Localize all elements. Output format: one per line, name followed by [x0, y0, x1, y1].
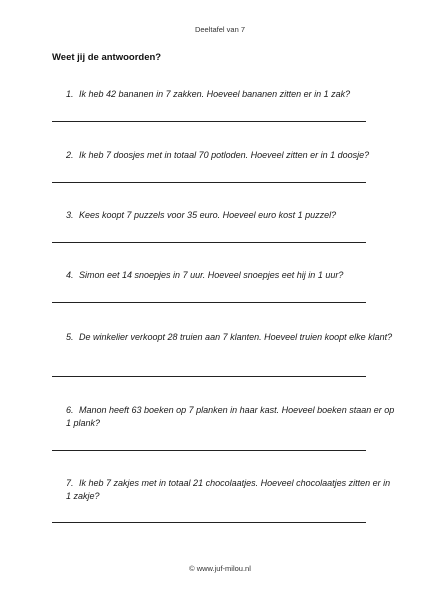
question-number: 7. [66, 478, 74, 488]
question-6 [66, 404, 396, 430]
question-text: Ik heb 42 bananen in 7 zakken. Hoeveel bananen zitten er in 1 zak? [79, 89, 351, 99]
answer-line-2[interactable] [52, 182, 366, 183]
question-number: 6. [66, 405, 74, 415]
question-text: Ik heb 7 doosjes met in totaal 70 potloden. Hoeveel zitten er in 1 doosje? [79, 150, 370, 160]
answer-line-3[interactable] [52, 242, 366, 243]
question-7 [66, 477, 396, 503]
answer-line-4[interactable] [52, 302, 366, 303]
page-footer: © www.juf-milou.nl [189, 564, 251, 573]
question-4 [66, 269, 396, 282]
question-number: 2. [66, 150, 74, 160]
question-number: 4. [66, 270, 74, 280]
question-1 [66, 88, 396, 101]
question-text: De winkelier verkoopt 28 truien aan 7 klanten. Hoeveel truien koopt elke klant? [79, 332, 393, 342]
question-3 [66, 209, 396, 222]
question-text: Ik heb 7 zakjes met in totaal 21 chocolaatjes. Hoeveel chocolaatjes zitten er in 1 zakje? [66, 478, 391, 501]
question-number: 1. [66, 89, 74, 99]
question-number: 3. [66, 210, 74, 220]
answer-line-6[interactable] [52, 450, 366, 451]
answer-line-5[interactable] [52, 376, 366, 377]
question-text: Kees koopt 7 puzzels voor 35 euro. Hoeveel euro kost 1 puzzel? [79, 210, 337, 220]
page-header: Deeltafel van 7 [194, 25, 246, 34]
question-text: Simon eet 14 snoepjes in 7 uur. Hoeveel snoepjes eet hij in 1 uur? [79, 270, 344, 280]
question-2 [66, 149, 396, 162]
question-5 [66, 331, 396, 344]
section-title: Weet jij de antwoorden? [52, 52, 162, 63]
question-text: Manon heeft 63 boeken op 7 planken in haar kast. Hoeveel boeken staan er op 1 plank? [66, 405, 395, 428]
answer-line-7[interactable] [52, 522, 366, 523]
answer-line-1[interactable] [52, 121, 366, 122]
question-number: 5. [66, 332, 74, 342]
